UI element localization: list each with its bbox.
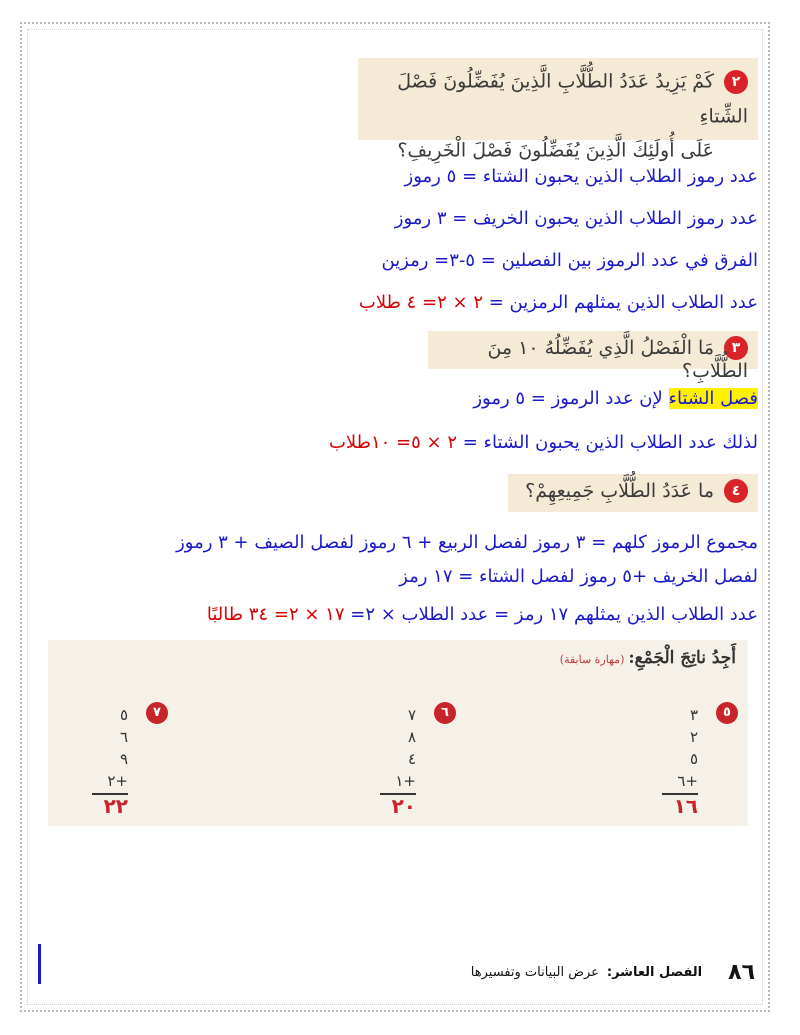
answer-4-line3-result: ١٧ × ٢= ٣٤ طالبًا: [206, 604, 345, 625]
practice-tag: (مهارة سابقة): [559, 653, 625, 666]
question-2-box: [358, 58, 758, 162]
problem-6-num4: ١+: [395, 772, 416, 790]
problem-7-answer: ٢٢: [103, 794, 128, 818]
question-2-badge: ٢: [724, 70, 748, 94]
answer-3-line2-text: لذلك عدد الطلاب الذين يحبون الشتاء =: [456, 432, 758, 453]
problem-7-num2: ٦: [119, 728, 128, 746]
chapter-label: الفصل العاشر:: [606, 965, 703, 980]
answer-3-line1: [473, 388, 758, 409]
answer-3-line2-result: ٢ × ٥= ١٠طلاب: [328, 432, 457, 453]
problem-5-num4: ٦+: [677, 772, 698, 790]
practice-problem-5: [648, 702, 738, 822]
problem-5-badge: ٥: [716, 702, 738, 724]
answer-4-line3-text: عدد الطلاب الذين يمثلهم ١٧ رمز = عدد الطلاب × ٢=: [344, 604, 758, 625]
answer-2-line1: عدد رموز الطلاب الذين يحبون الشتاء = ٥ رموز: [404, 166, 758, 187]
question-4-text: ما عَدَدُ الطُّلَّابِ جَمِيعِهِمْ؟: [525, 480, 714, 502]
practice-problem-6: [366, 702, 456, 822]
answer-2-line4-text: عدد الطلاب الذين يمثلهم الرمزين =: [483, 292, 758, 313]
practice-title-text: أَجِدُ ناتِجَ الْجَمْعِ:: [628, 648, 736, 668]
practice-section: [48, 640, 748, 826]
answer-4-line2: لفصل الخريف +٥ رموز لفصل الشتاء = ١٧ رمز: [399, 566, 758, 587]
answer-3-line2: [329, 432, 758, 453]
answer-3-highlight: فصل الشتاء: [668, 388, 758, 409]
problem-6-badge: ٦: [434, 702, 456, 724]
practice-title: [560, 648, 736, 668]
answer-2-line4-result: ٢ × ٢= ٤ طلاب: [358, 292, 484, 313]
answer-2-line2: عدد رموز الطلاب الذين يحبون الخريف = ٣ رموز: [394, 208, 758, 229]
problem-7-num4: ٢+: [107, 772, 128, 790]
question-2-line2: عَلَى أُولَئِكَ الَّذِينَ يُفَضِّلُونَ فَصْلَ الْخَرِيفِ؟: [397, 139, 714, 162]
problem-5-num1: ٣: [689, 706, 698, 724]
answer-2-line4: [359, 292, 758, 313]
problem-6-num3: ٤: [407, 750, 416, 768]
chapter-topic: عرض البيانات وتفسيرها: [470, 965, 599, 980]
problem-5-num2: ٢: [689, 728, 698, 746]
answer-4-line3: [207, 604, 758, 625]
question-2-line1: كَمْ يَزِيدُ عَدَدُ الطُّلَّابِ الَّذِينَ يُفَضِّلُونَ فَصْلَ الشِّتاءِ: [397, 70, 748, 127]
question-3-text: مَا الْفَصْلُ الَّذِي يُفَضِّلُهُ ١٠ مِنَ الطُّلَّابِ؟: [487, 337, 748, 382]
problem-5-answer: ١٦: [673, 794, 698, 818]
answer-2-line3: الفرق في عدد الرموز بين الفصلين = ٥-٣= رمزين: [381, 250, 758, 271]
practice-problem-7: [78, 702, 168, 822]
question-4-box: [508, 474, 758, 512]
question-3-badge: ٣: [724, 336, 748, 360]
problem-6-answer: ٢٠: [391, 794, 416, 818]
problem-6-num1: ٧: [407, 706, 416, 724]
problem-7-num3: ٩: [119, 750, 128, 768]
page-footer: [471, 960, 755, 985]
problem-7-num1: ٥: [119, 706, 128, 724]
answer-3-line1-rest: لإن عدد الرموز = ٥ رموز: [473, 388, 669, 409]
question-4-badge: ٤: [724, 479, 748, 503]
problem-7-badge: ٧: [146, 702, 168, 724]
problem-6-num2: ٨: [407, 728, 416, 746]
question-3-box: [428, 331, 758, 382]
answer-4-line1: مجموع الرموز كلهم = ٣ رموز لفصل الربيع + ٦ رموز لفصل الصيف + ٣ رموز: [176, 532, 758, 553]
page-number: ٨٦: [728, 960, 755, 985]
problem-5-num3: ٥: [689, 750, 698, 768]
margin-mark: [38, 944, 41, 984]
